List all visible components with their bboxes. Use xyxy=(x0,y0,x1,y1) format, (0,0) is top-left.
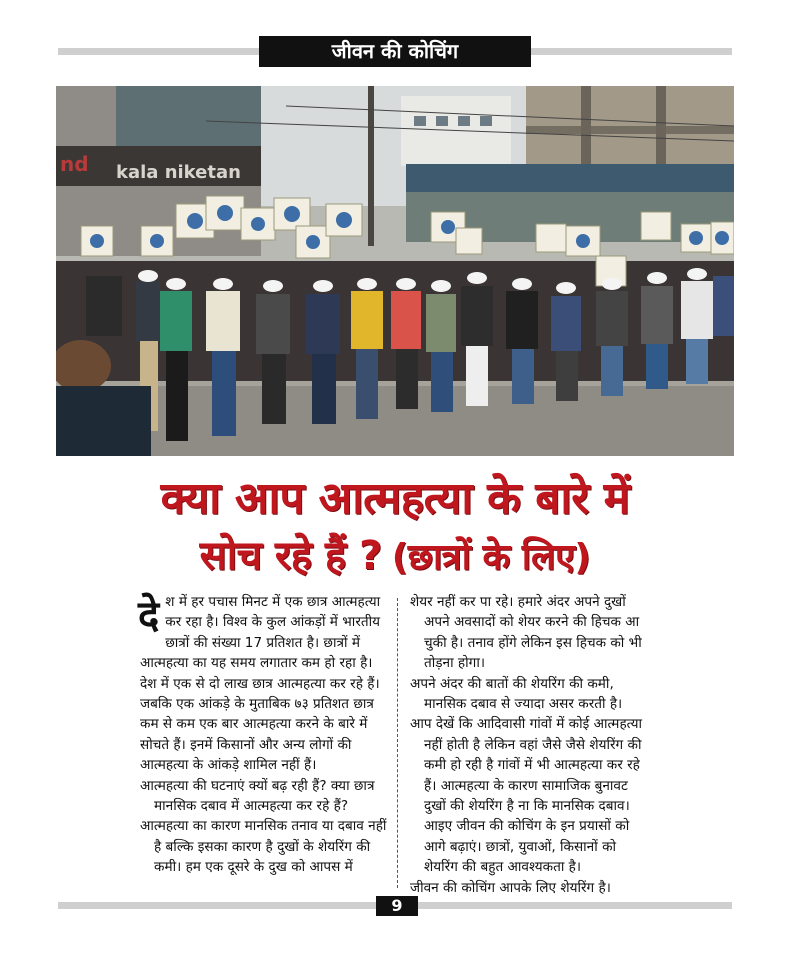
section-title: जीवन की कोचिंग xyxy=(259,36,531,67)
article-paragraph: जीवन की कोचिंग आपके लिए शेयरिंग है। xyxy=(410,879,611,896)
article-column-right xyxy=(410,592,648,898)
page-number: 9 xyxy=(376,896,418,916)
column-divider xyxy=(397,598,398,888)
article-column-left xyxy=(140,592,392,878)
headline-subtitle: (छात्रों के लिए) xyxy=(391,537,591,578)
article-paragraph: आत्महत्या की घटनाएं क्यों बढ़ रही हैं? क्या छात्र मानसिक दबाव में आत्महत्या कर रहे हैं? xyxy=(140,777,375,815)
article-paragraph: देश में हर पचास मिनट में एक छात्र आत्महत्या कर रहा है। विश्व के कुल आंकड़ों में भारतीय छात्रों की संख्या 17 प्रतिशत है। छात्रों में आत्महत्या का यह समय लगातार कम हो रहा है। देश में एक से दो लाख छात्र आत्महत्या कर रहे हैं। जबकि एक आंकड़े के मुताबिक ७३ प्रतिशत छात्र कम से कम एक बार आत्महत्या करने के बारे में सोचते हैं। इनमें किसानों और अन्य लोगों की आत्महत्या के आंकड़े शामिल नहीं हैं। xyxy=(138,593,381,774)
storefront-sign: kala niketan xyxy=(116,162,241,183)
headline-line2-main: सोच रहे हैं ? xyxy=(199,533,382,579)
article-paragraph: आत्महत्या का कारण मानसिक तनाव या दबाव नहीं है बल्कि इसका कारण है दुखों के शेयरिंग की कमी। हम एक दूसरे के दुख को आपस में xyxy=(140,818,387,876)
headline-line2 xyxy=(0,526,790,588)
article-paragraph: अपने अंदर की बातों की शेयरिंग की कमी, मानसिक दबाव से ज्यादा असर करती है। xyxy=(410,675,623,713)
storefront-sign-left: nd xyxy=(60,152,89,176)
article-paragraph: आप देखें कि आदिवासी गांवों में कोई आत्महत्या नहीं होती है लेकिन वहां जैसे जैसे शेयरिंग की कमी हो रही है गांवों में भी आत्महत्या कर रहे हैं। आत्महत्या के कारण सामाजिक बुनावट दुखों की शेयरिंग है ना कि मानसिक दबाव। आइए जीवन की कोचिंग के इन प्रयासों को आगे बढ़ाएं। छात्रों, युवाओं, किसानों को शेयरिंग की बहुत आवश्यकता है। xyxy=(410,716,643,876)
dropcap: दे xyxy=(138,593,160,639)
rally-photo xyxy=(56,86,734,456)
headline-line1: क्या आप आत्महत्या के बारे में xyxy=(160,473,630,524)
article-paragraph: शेयर नहीं कर पा रहे। हमारे अंदर अपने दुखों अपने अवसादों को शेयर करने की हिचक आ चुकी है। तनाव होंगे लेकिन इस हिचक को भी तोड़ना होगा। xyxy=(410,594,642,672)
